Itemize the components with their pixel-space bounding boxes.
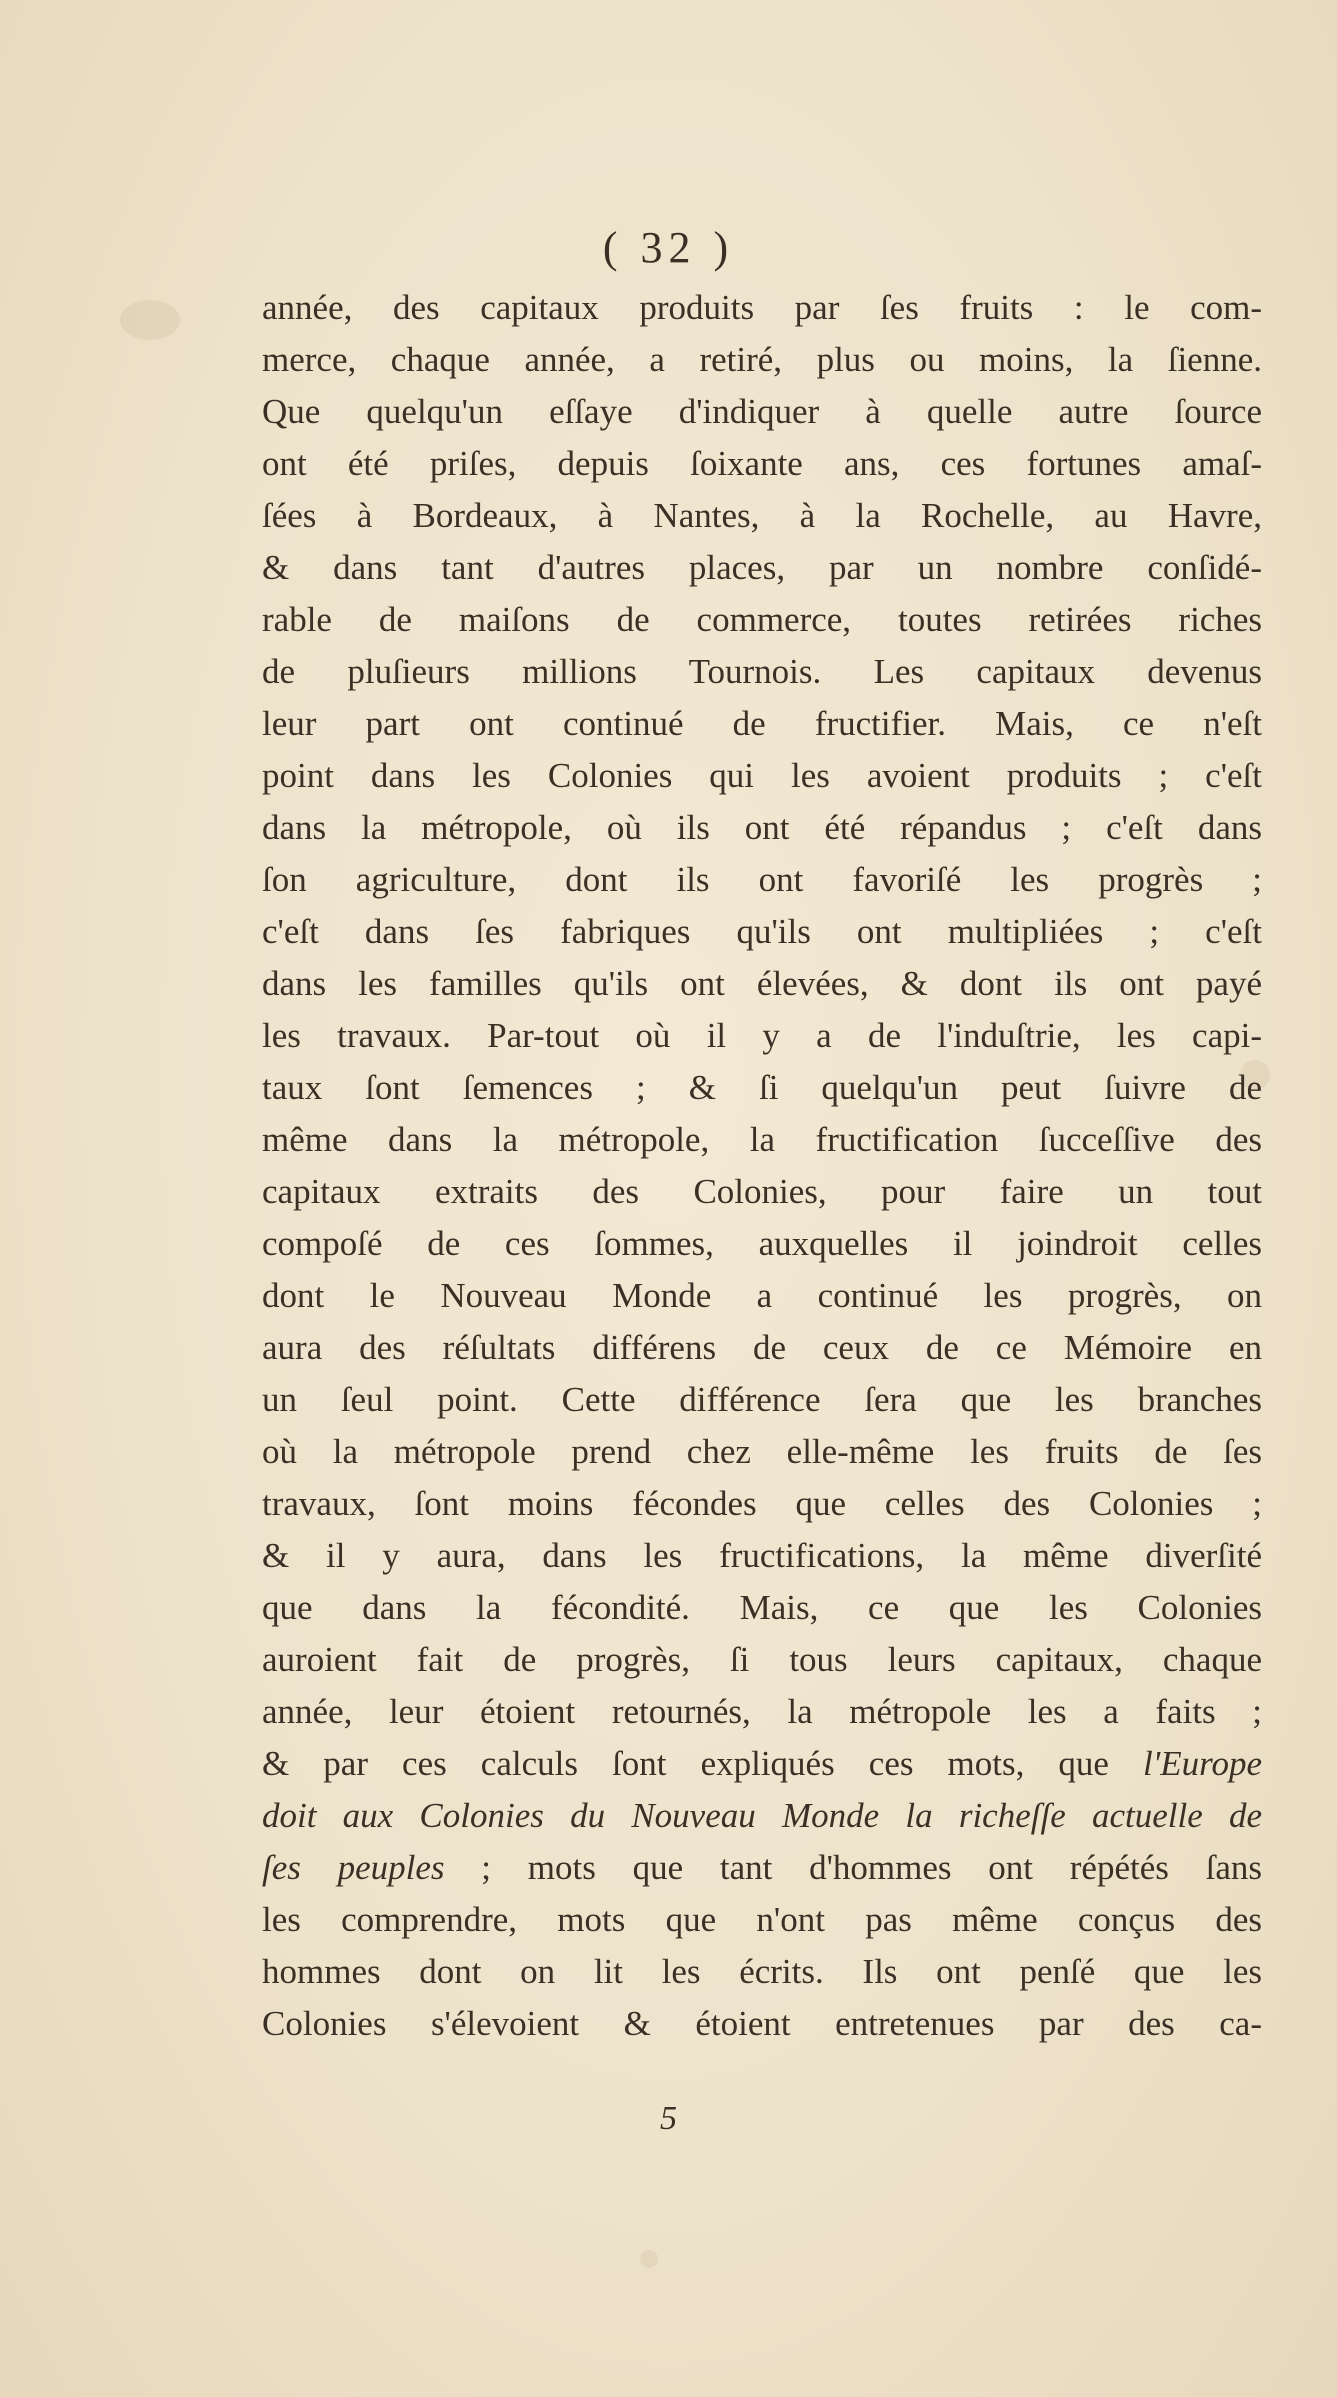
text-line: ont été priſes, depuis ſoixante ans, ces fortunes amaſ- (262, 444, 1262, 483)
text-line: ſon agriculture, dont ils ont favoriſé les progrès ; (262, 860, 1262, 899)
text-line: année, des capitaux produits par ſes fruits : le com- (262, 288, 1262, 327)
text-line: leur part ont continué de fructifier. Mais, ce n'eſt (262, 704, 1262, 743)
text-line: point dans les Colonies qui les avoient produits ; c'eſt (262, 756, 1262, 795)
text-line: rable de maiſons de commerce, toutes retirées riches (262, 600, 1262, 639)
text-line: & dans tant d'autres places, par un nombre conſidé- (262, 548, 1262, 587)
text-line-with-italic (262, 1738, 1262, 1790)
text-line: auroient fait de progrès, ſi tous leurs capitaux, chaque (262, 1640, 1262, 1679)
paper-stain (640, 2250, 658, 2268)
text-line: taux ſont ſemences ; & ſi quelqu'un peut ſuivre de (262, 1068, 1262, 1107)
text-line: les travaux. Par-tout où il y a de l'induſtrie, les capi- (262, 1016, 1262, 1055)
text-line: hommes dont on lit les écrits. Ils ont penſé que les (262, 1952, 1262, 1991)
italic-text-run: doit aux Colonies du Nouveau Monde la richeſſe actuelle de (262, 1796, 1262, 1835)
text-line: aura des réſultats différens de ceux de ce Mémoire en (262, 1328, 1262, 1367)
paper-stain (120, 300, 180, 340)
text-line: où la métropole prend chez elle-même les fruits de ſes (262, 1432, 1262, 1471)
text-line: compoſé de ces ſommes, auxquelles il joindroit celles (262, 1224, 1262, 1263)
page-number: ( 32 ) (602, 223, 735, 272)
text-line: ſées à Bordeaux, à Nantes, à la Rochelle, au Havre, (262, 496, 1262, 535)
text-line: Que quelqu'un eſſaye d'indiquer à quelle autre ſource (262, 392, 1262, 431)
italic-text-run: ſes peuples (262, 1848, 445, 1887)
text-line: merce, chaque année, a retiré, plus ou moins, la ſienne. (262, 340, 1262, 379)
text-line: dans les familles qu'ils ont élevées, & dont ils ont payé (262, 964, 1262, 1003)
text-line: Colonies s'élevoient & étoient entretenues par des ca- (262, 2004, 1262, 2043)
text-run: & par ces calculs ſont expliqués ces mots, que (262, 1744, 1109, 1783)
text-line: capitaux extraits des Colonies, pour faire un tout (262, 1172, 1262, 1211)
text-line: dans la métropole, où ils ont été répandus ; c'eſt dans (262, 808, 1262, 847)
text-line: que dans la fécondité. Mais, ce que les Colonies (262, 1588, 1262, 1627)
text-line: un ſeul point. Cette différence ſera que les branches (262, 1380, 1262, 1419)
text-line: & il y aura, dans les fructifications, la même diverſité (262, 1536, 1262, 1575)
text-line: travaux, ſont moins fécondes que celles des Colonies ; (262, 1484, 1262, 1523)
signature-mark: 5 (660, 2100, 677, 2137)
italic-text-line (262, 1790, 1262, 1842)
text-line: même dans la métropole, la fructification ſucceſſive des (262, 1120, 1262, 1159)
text-line: ſes peuples ; mots que tant d'hommes ont répétés ſans (262, 1848, 1262, 1887)
text-line: de pluſieurs millions Tournois. Les capitaux devenus (262, 652, 1262, 691)
text-line: année, leur étoient retournés, la métropole les a faits ; (262, 1692, 1262, 1731)
body-text (262, 282, 1262, 2050)
text-line: dont le Nouveau Monde a continué les progrès, on (262, 1276, 1262, 1315)
italic-text-run: l'Europe (1143, 1744, 1262, 1783)
text-line: les comprendre, mots que n'ont pas même conçus des (262, 1900, 1262, 1939)
text-line: c'eſt dans ſes fabriques qu'ils ont multipliées ; c'eſt (262, 912, 1262, 951)
